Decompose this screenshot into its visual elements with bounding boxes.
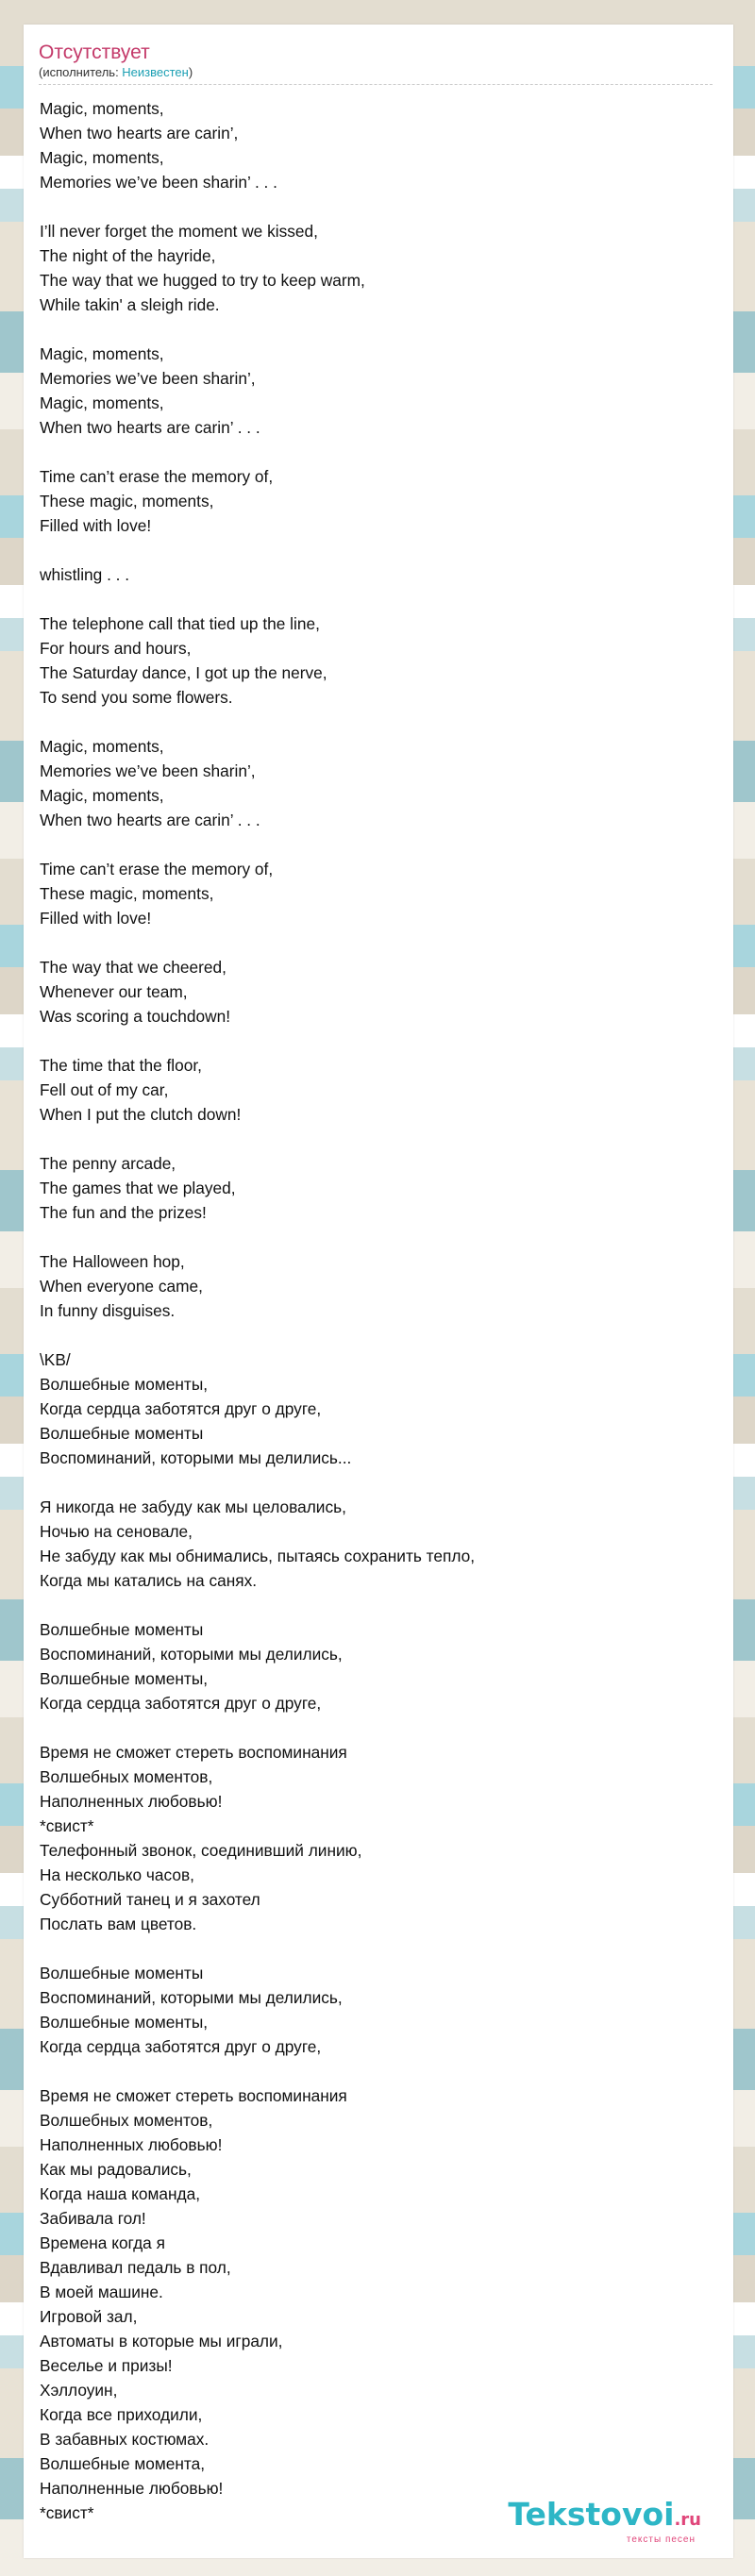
artist-link[interactable]: Неизвестен	[122, 65, 189, 79]
site-logo[interactable]	[508, 2496, 701, 2545]
logo-name: Tekstovoi	[508, 2496, 675, 2533]
song-header	[39, 42, 713, 85]
song-title: Отсутствует	[39, 42, 150, 63]
logo-tld: .ru	[674, 2510, 701, 2530]
artist-suffix: )	[188, 65, 193, 79]
artist-prefix: (исполнитель:	[39, 65, 123, 79]
logo-wordmark	[508, 2496, 701, 2536]
lyrics-text: Magic, moments, When two hearts are carin’, Magic, moments, Memories we’ve been sharin’ . . . I’ll never forget the moment we kissed, The night of the hayride, The way that we hugged to try to keep warm, While takin' a sleigh ride. Magic, moments, Memories we’ve been sharin’, Magic, moments, When two hearts are carin’ . . . Time can’t erase the memory of, These magic, moments, Filled with love! whistling . . . The telephone call that tied up the line, For hours and hours, The Saturday dance, I got up the nerve, To send you some flowers. Magic, moments, Memories we’ve been sharin’, Magic, moments, When two hearts are carin’ . . . Time can’t erase the memory of, These magic, moments, Filled with love! The way that we cheered, Whenever our team, Was scoring a touchdown! The time that the floor, Fell out of my car, When I put the clutch down! The penny arcade, The games that we played, The fun and the prizes! The Halloween hop, When everyone came, In funny disguises. \KB/ Волшебные моменты, Когда сердца заботятся друг о друге, Волшебные моменты Воспоминаний, которыми мы делились... Я никогда не забуду как мы целовались, Ночью на сеновале, Не забуду как мы обнимались, пытаясь сохранить тепло, Когда мы катались на санях. Волшебные моменты Воспоминаний, которыми мы делились, Волшебные моменты, Когда сердца заботятся друг о друге, Время не сможет стереть воспоминания Волшебных моментов, Наполненных любовью! *свист* Телефонный звонок, соединивший линию, На несколько часов, Субботний танец и я захотел Послать вам цветов. Волшебные моменты Воспоминаний, которыми мы делились, Волшебные моменты, Когда сердца заботятся друг о друге, Время не сможет стереть воспоминания Волшебных моментов, Наполненных любовью! Как мы радовались, Когда наша команда, Забивала гол! Времена когда я Вдавливал педаль в пол, В моей машине. Игровой зал, Автоматы в которые мы играли, Веселье и призы! Хэллоуин, Когда все приходили, В забавных костюмах. Волшебные момента, Наполненные любовью! *свист*	[40, 99, 476, 2522]
logo-tagline: тексты песен	[626, 2534, 696, 2545]
lyrics-page	[24, 25, 733, 2558]
artist-line	[39, 65, 713, 80]
